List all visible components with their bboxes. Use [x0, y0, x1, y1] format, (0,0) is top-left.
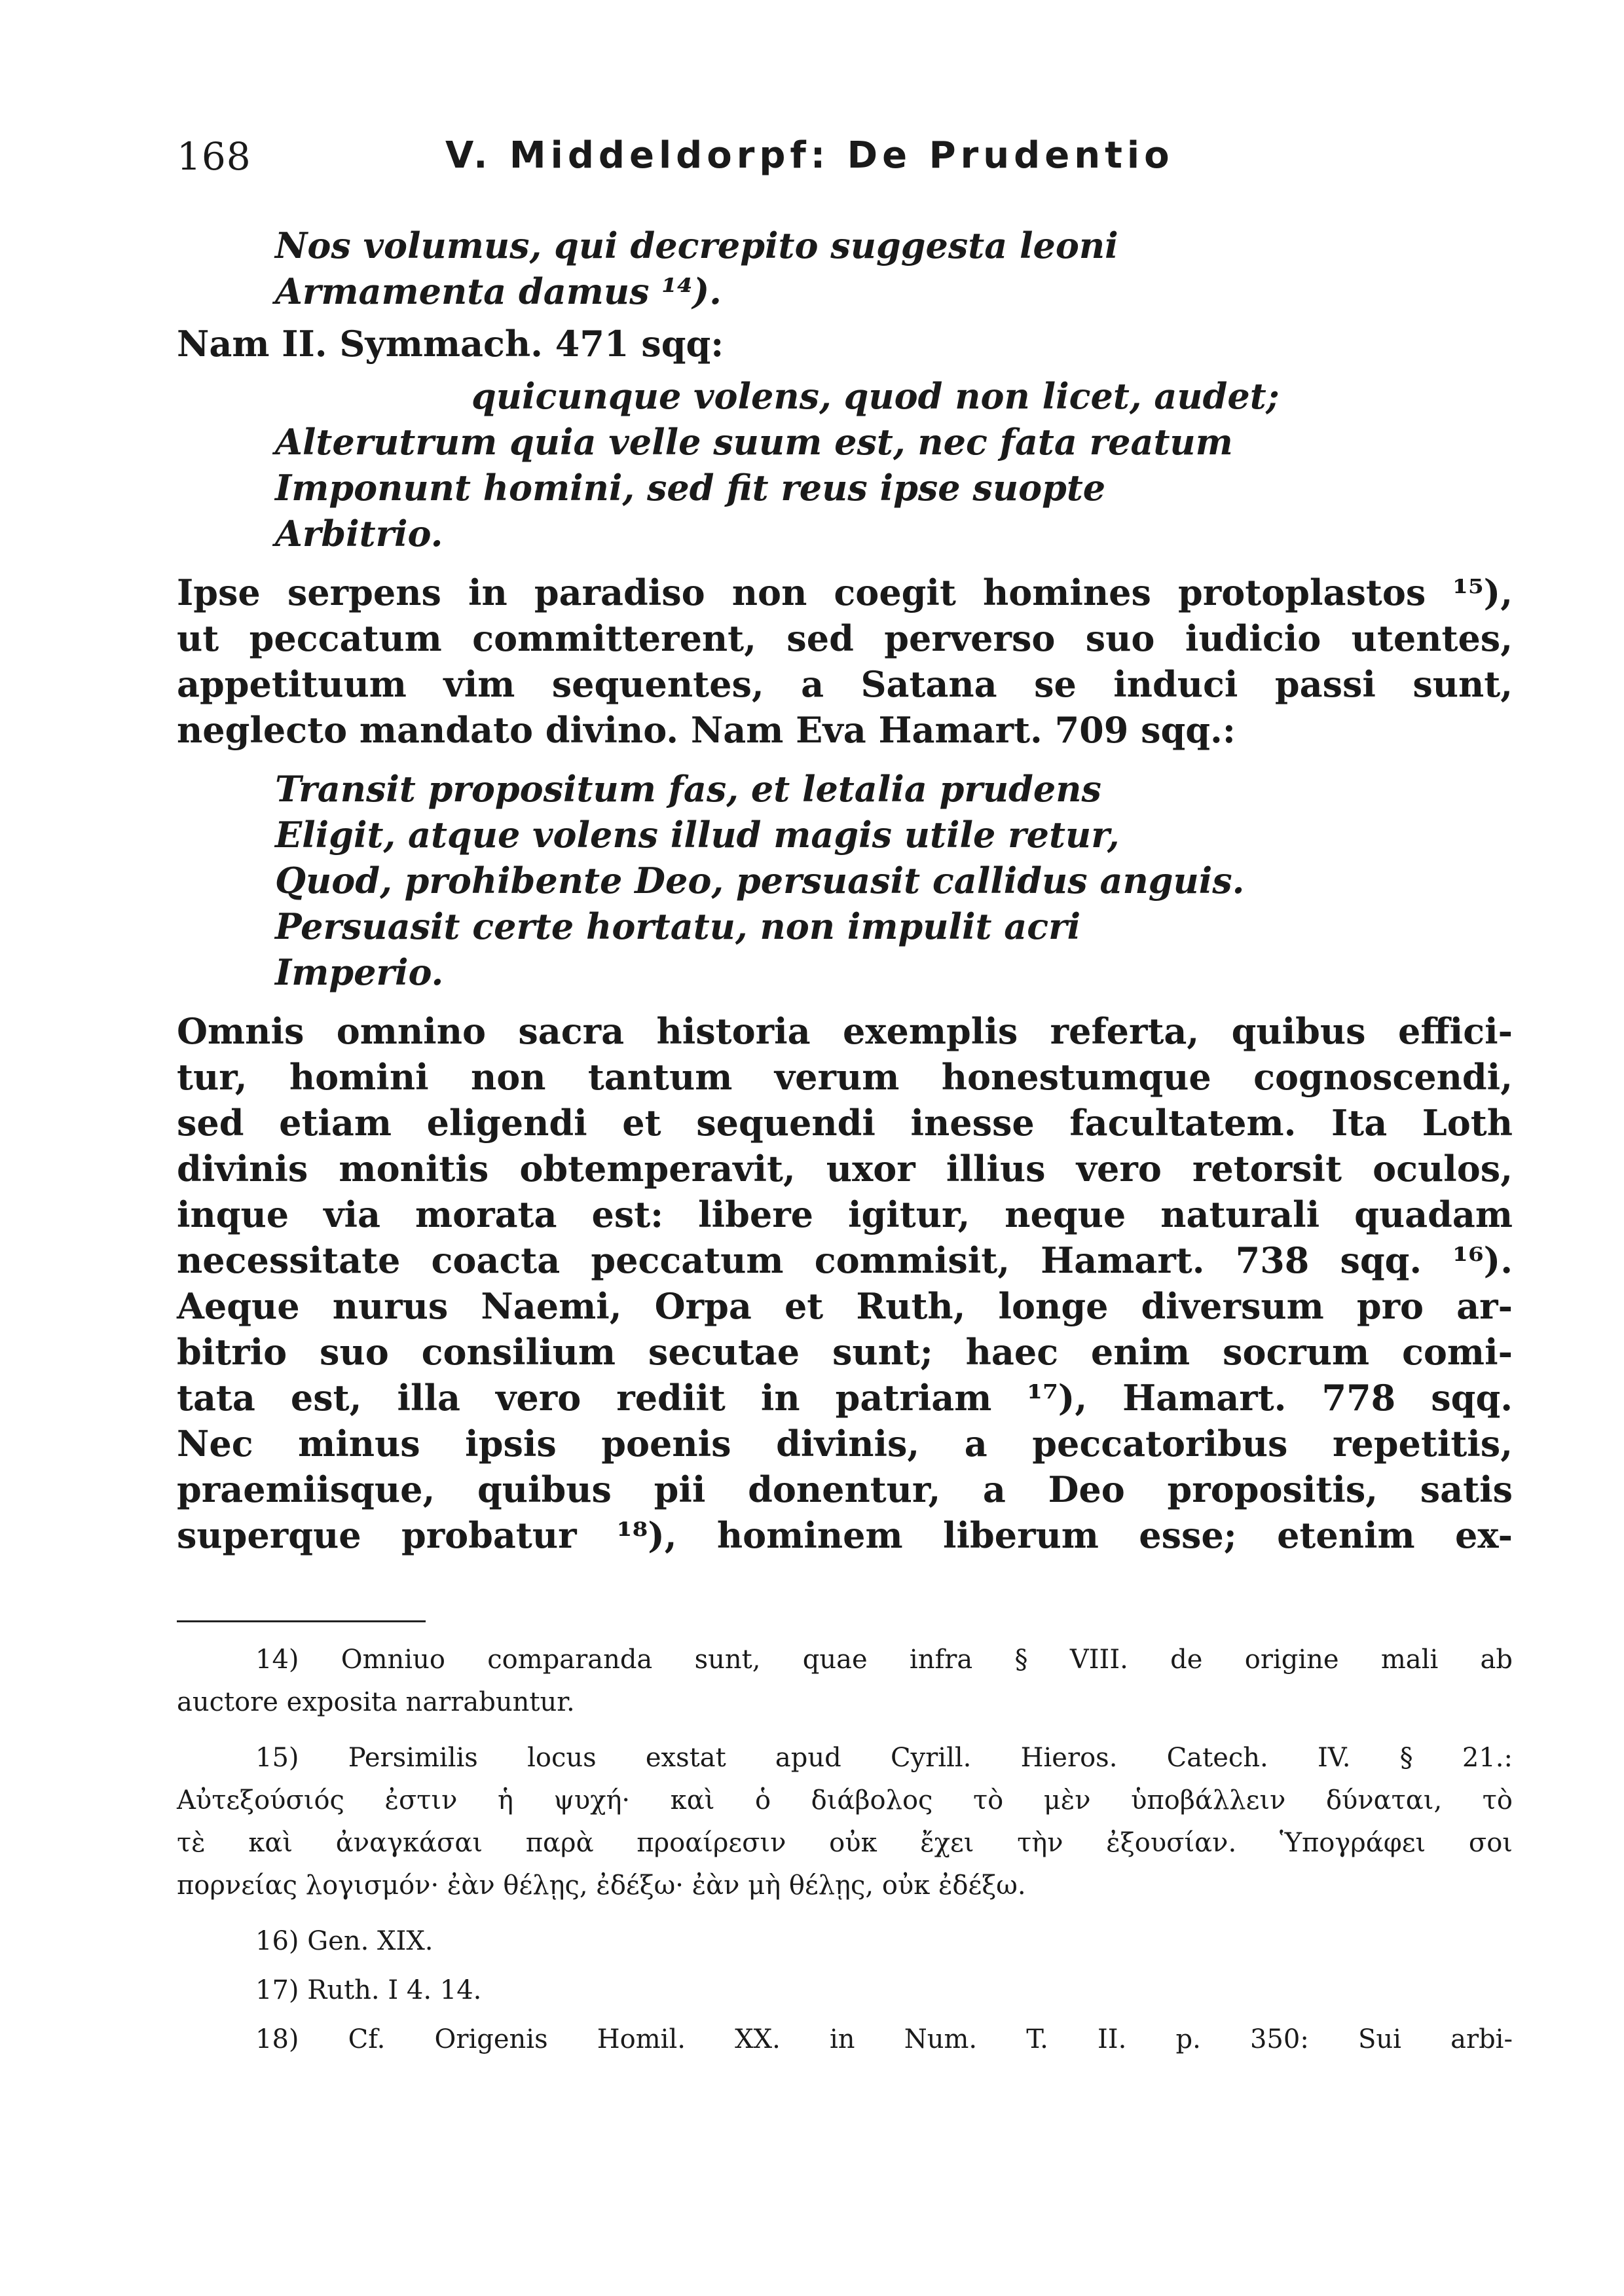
- footnote-14-cont: auctore exposita narrabuntur.: [177, 1687, 575, 1717]
- footnote-18: 18) Cf. Origenis Homil. XX. in Num. T. II. p. 350: Sui arbi-: [255, 2024, 1513, 2054]
- verse-line: Eligit, atque volens illud magis utile retur,: [275, 814, 1120, 856]
- verse-line: Alterutrum quia velle suum est, nec fata reatum: [275, 421, 1233, 463]
- footnote-14: 14) Omniuo comparanda sunt, quae infra § VIII. de origine mali ab: [255, 1645, 1513, 1675]
- text-line: neglecto mandato divino. Nam Eva Hamart. 709 sqq.:: [177, 709, 1236, 751]
- footnote-16: 16) Gen. XIX.: [255, 1926, 434, 1956]
- running-title: V. Middeldorpf: De Prudentio: [445, 134, 1174, 177]
- text-line: Nec minus ipsis poenis divinis, a peccatoribus repetitis,: [177, 1423, 1513, 1465]
- text-line: appetituum vim sequentes, a Satana se induci passi sunt,: [177, 663, 1513, 705]
- footnote-rule: [177, 1620, 426, 1622]
- text-line: praemiisque, quibus pii donentur, a Deo propositis, satis: [177, 1468, 1513, 1510]
- text-line: sed etiam eligendi et sequendi inesse facultatem. Ita Loth: [177, 1102, 1513, 1144]
- page-number: 168: [177, 134, 251, 179]
- text-line: ut peccatum committerent, sed perverso suo iudicio utentes,: [177, 617, 1513, 659]
- verse-line: Quod, prohibente Deo, persuasit callidus anguis.: [275, 860, 1245, 902]
- footnote-15-greek: Αὐτεξούσιός ἐστιν ἡ ψυχή· καὶ ὁ διάβολος τὸ μὲν ὑποβάλλειν δύναται, τὸ: [177, 1785, 1513, 1815]
- text-line: Omnis omnino sacra historia exemplis referta, quibus effici-: [177, 1010, 1513, 1052]
- text-line: tur, homini non tantum verum honestumque cognoscendi,: [177, 1056, 1513, 1098]
- text-line: Nam II. Symmach. 471 sqq:: [177, 323, 724, 365]
- text-line: necessitate coacta peccatum commisit, Hamart. 738 sqq. ¹⁶).: [177, 1239, 1513, 1281]
- verse-line: Nos volumus, qui decrepito suggesta leoni: [275, 225, 1118, 266]
- footnote-15-greek: πορνείας λογισμόν· ἐὰν θέλῃς, ἐδέξω· ἐὰν μὴ θέλῃς, οὐκ ἐδέξω.: [177, 1870, 1026, 1901]
- text-line: superque probatur ¹⁸), hominem liberum esse; etenim ex-: [177, 1514, 1513, 1556]
- text-line: bitrio suo consilium secutae sunt; haec enim socrum comi-: [177, 1331, 1513, 1373]
- verse-line: Transit propositum fas, et letalia prudens: [275, 768, 1101, 810]
- text-line: tata est, illa vero rediit in patriam ¹⁷), Hamart. 778 sqq.: [177, 1377, 1513, 1419]
- verse-line: Arbitrio.: [275, 513, 443, 555]
- verse-line: Persuasit certe hortatu, non impulit acri: [275, 905, 1081, 947]
- verse-line: Armamenta damus ¹⁴).: [275, 270, 722, 312]
- text-line: Aeque nurus Naemi, Orpa et Ruth, longe diversum pro ar-: [177, 1285, 1513, 1327]
- text-line: inque via morata est: libere igitur, neque naturali quadam: [177, 1194, 1513, 1235]
- verse-line: Imperio.: [275, 951, 444, 993]
- footnote-15: 15) Persimilis locus exstat apud Cyrill. Hieros. Catech. IV. § 21.:: [255, 1743, 1513, 1773]
- verse-line: quicunque volens, quod non licet, audet;: [471, 375, 1280, 417]
- footnote-15-greek: τὲ καὶ ἀναγκάσαι παρὰ προαίρεσιν οὐκ ἔχει τὴν ἐξουσίαν. Ὑπογράφει σοι: [177, 1828, 1513, 1858]
- running-header: [177, 134, 1290, 193]
- text-line: Ipse serpens in paradiso non coegit homines protoplastos ¹⁵),: [177, 572, 1513, 613]
- text-line: divinis monitis obtemperavit, uxor illius vero retorsit oculos,: [177, 1148, 1513, 1190]
- footnote-17: 17) Ruth. I 4. 14.: [255, 1975, 482, 2005]
- verse-line: Imponunt homini, sed fit reus ipse suopte: [275, 467, 1106, 509]
